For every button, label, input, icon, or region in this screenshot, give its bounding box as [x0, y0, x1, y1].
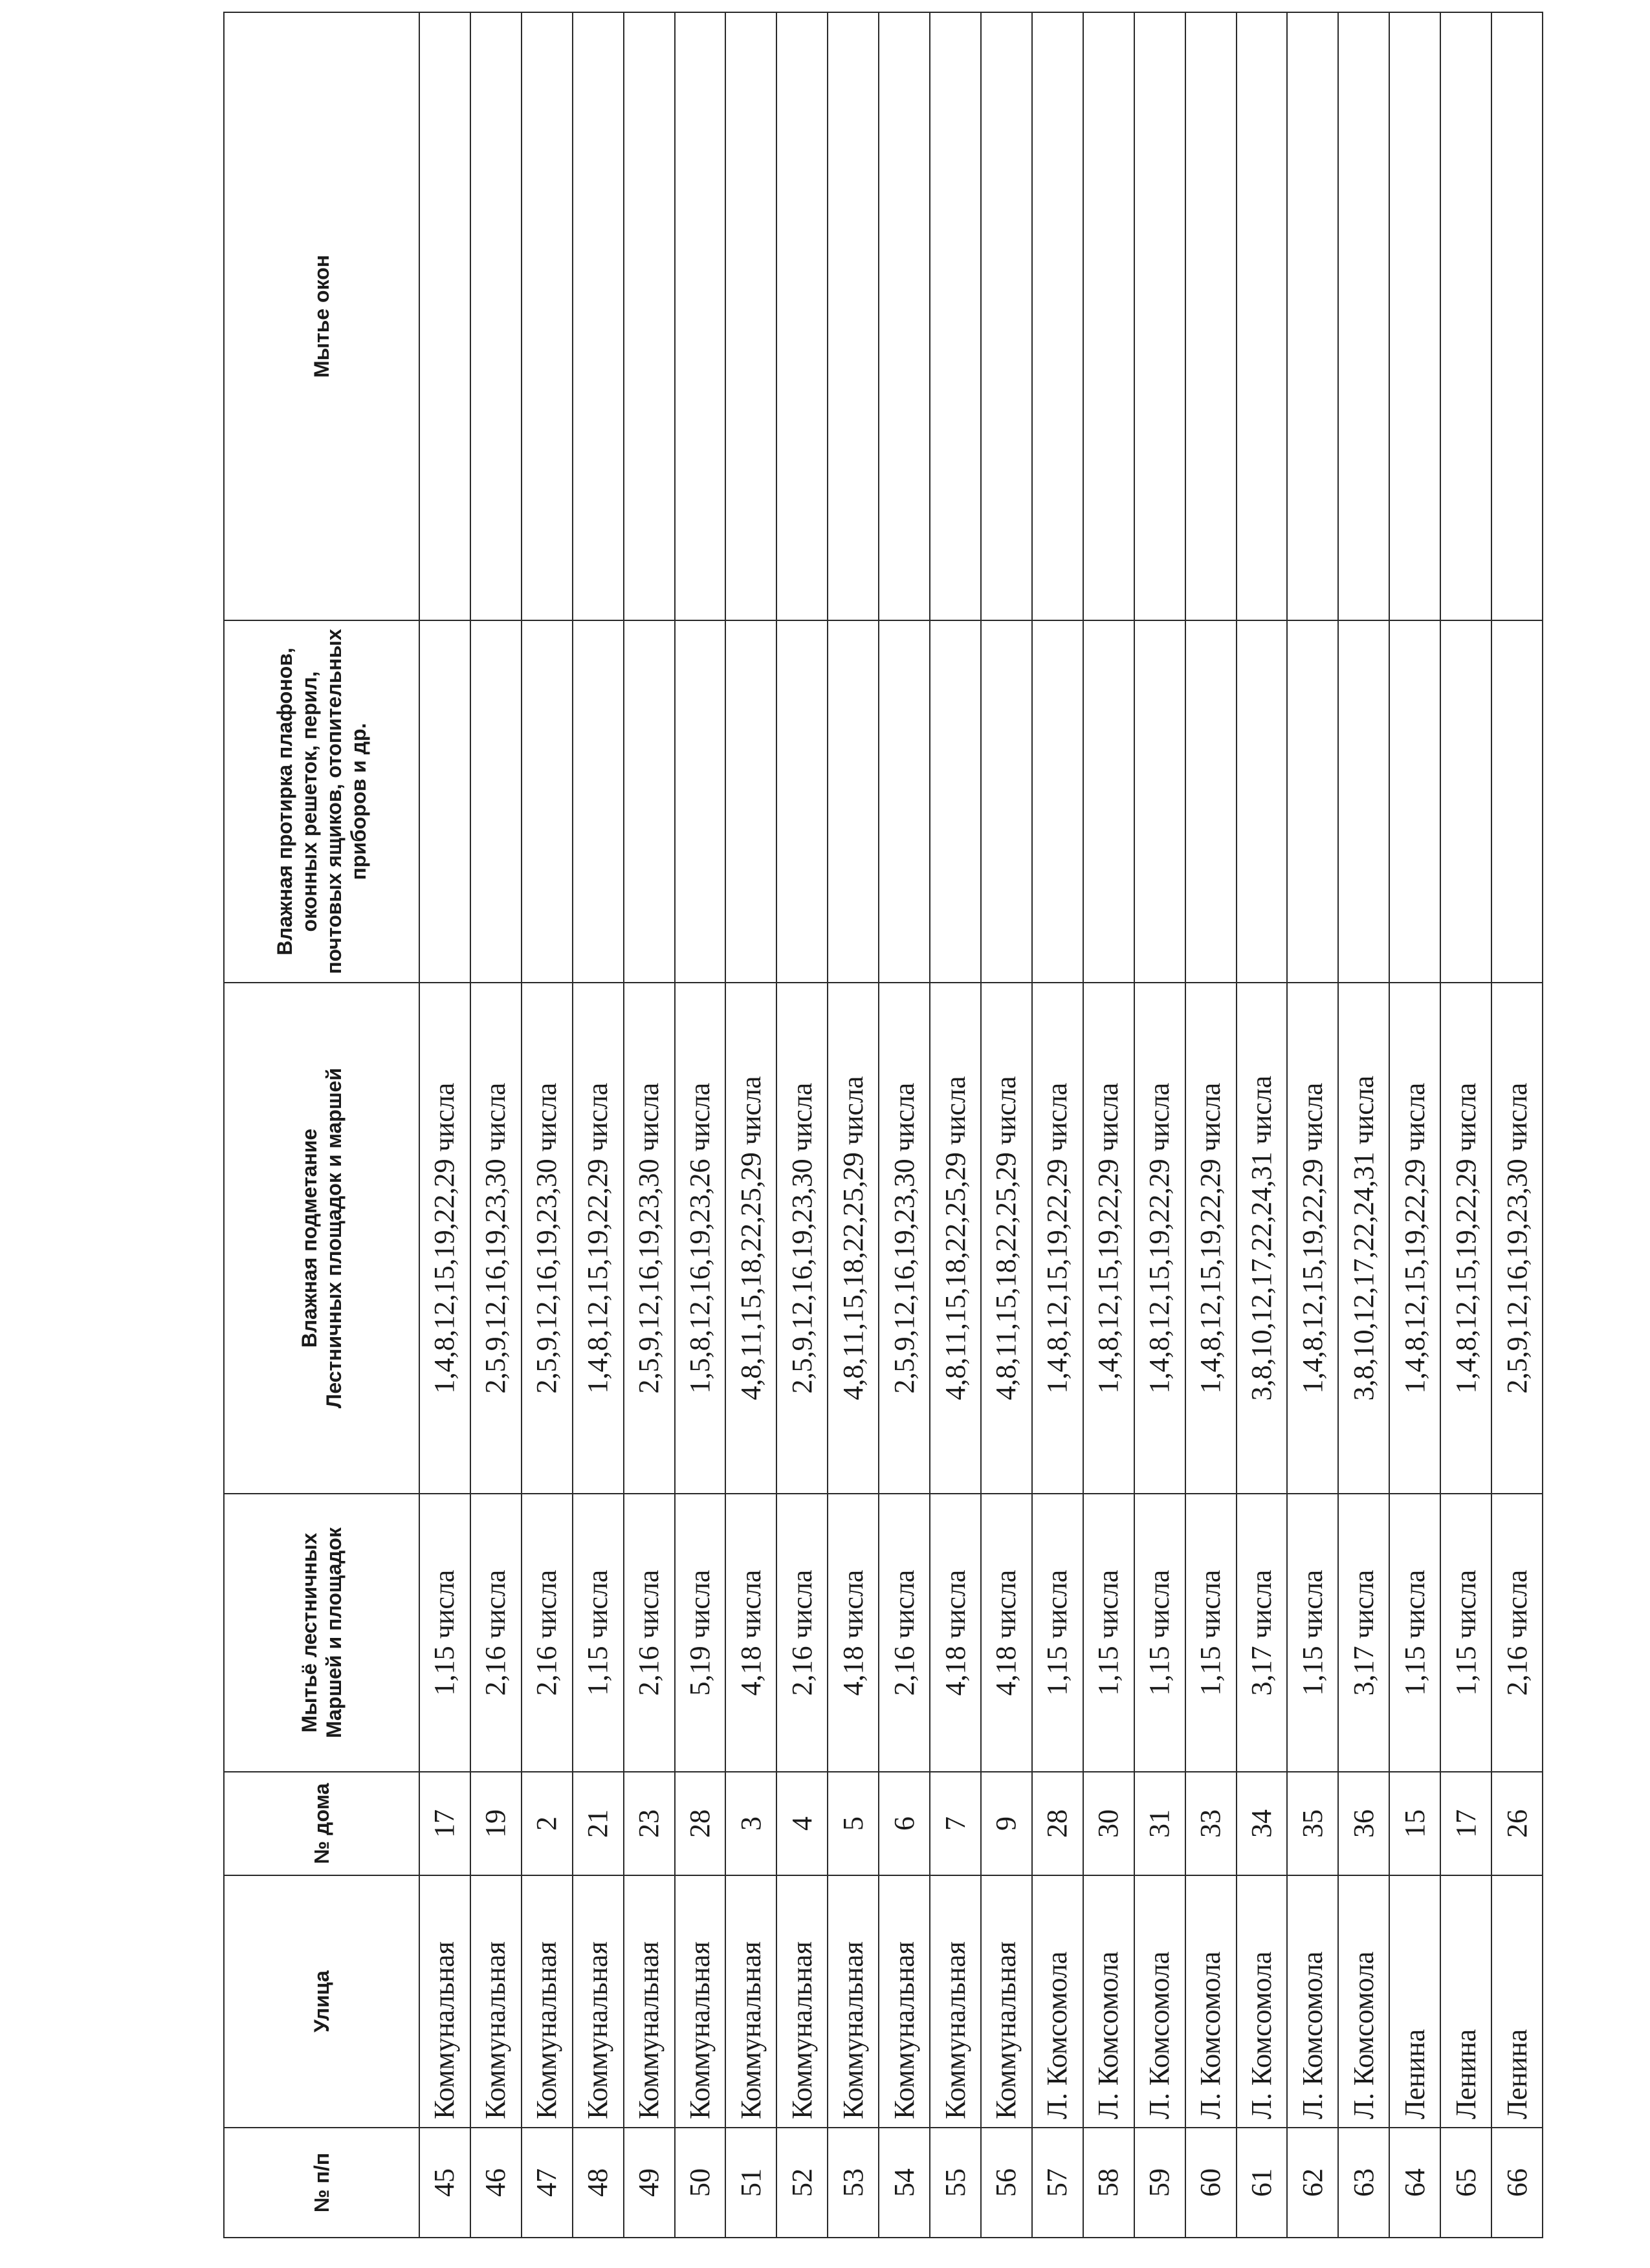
wipe-cell	[419, 620, 470, 983]
windows-cell	[828, 12, 879, 620]
wipe-cell	[1134, 620, 1185, 983]
row-number: 66	[1491, 2128, 1543, 2238]
sweep-schedule: 1,4,8,12,15,19,22,29 числа	[419, 983, 470, 1494]
table-row	[522, 12, 573, 2238]
sweep-schedule: 1,4,8,12,15,19,22,29 числа	[1083, 983, 1134, 1494]
table-row	[1338, 12, 1389, 2238]
house-number: 17	[419, 1772, 470, 1875]
sweep-schedule: 2,5,9,12,16,19,23,30 числа	[624, 983, 675, 1494]
header-sweep	[224, 983, 419, 1494]
street-name: Л. Комсомола	[1185, 1875, 1237, 2128]
table-row	[879, 12, 930, 2238]
sweep-schedule: 1,4,8,12,15,19,22,29 числа	[1440, 983, 1491, 1494]
wash-schedule: 1,15 числа	[1083, 1494, 1134, 1772]
street-name: Коммунальная	[522, 1875, 573, 2128]
table-row	[1237, 12, 1288, 2238]
street-name: Коммунальная	[828, 1875, 879, 2128]
house-number: 35	[1287, 1772, 1338, 1875]
wash-schedule: 2,16 числа	[470, 1494, 522, 1772]
street-name: Л. Комсомола	[1032, 1875, 1083, 2128]
windows-cell	[725, 12, 776, 620]
rotated-page	[223, 13, 1543, 2238]
header-sweep-line1: Влажная подметание	[298, 1128, 321, 1348]
house-number: 28	[675, 1772, 726, 1875]
row-number: 59	[1134, 2128, 1185, 2238]
table-row	[828, 12, 879, 2238]
row-number: 65	[1440, 2128, 1491, 2238]
house-number: 36	[1338, 1772, 1389, 1875]
house-number: 31	[1134, 1772, 1185, 1875]
wash-schedule: 1,15 числа	[1389, 1494, 1440, 1772]
sweep-schedule: 3,8,10,12,17,22,24,31 числа	[1338, 983, 1389, 1494]
sweep-schedule: 1,4,8,12,15,19,22,29 числа	[1287, 983, 1338, 1494]
street-name: Л. Комсомола	[1237, 1875, 1288, 2128]
windows-cell	[419, 12, 470, 620]
sweep-schedule: 1,4,8,12,15,19,22,29 числа	[1032, 983, 1083, 1494]
wash-schedule: 4,18 числа	[828, 1494, 879, 1772]
street-name: Коммунальная	[879, 1875, 930, 2128]
sweep-schedule: 4,8,11,15,18,22,25,29 числа	[725, 983, 776, 1494]
wipe-cell	[1491, 620, 1543, 983]
windows-cell	[1389, 12, 1440, 620]
row-number: 45	[419, 2128, 470, 2238]
wipe-cell	[1287, 620, 1338, 983]
table-row	[573, 12, 624, 2238]
wipe-cell	[1237, 620, 1288, 983]
street-name: Коммунальная	[624, 1875, 675, 2128]
wipe-cell	[1032, 620, 1083, 983]
wash-schedule: 4,18 числа	[981, 1494, 1032, 1772]
house-number: 30	[1083, 1772, 1134, 1875]
windows-cell	[1287, 12, 1338, 620]
windows-cell	[675, 12, 726, 620]
row-number: 53	[828, 2128, 879, 2238]
house-number: 28	[1032, 1772, 1083, 1875]
table-row	[776, 12, 828, 2238]
row-number: 58	[1083, 2128, 1134, 2238]
header-row	[224, 12, 419, 2238]
table-row	[1032, 12, 1083, 2238]
windows-cell	[879, 12, 930, 620]
wipe-cell	[1389, 620, 1440, 983]
wash-schedule: 1,15 числа	[1134, 1494, 1185, 1772]
sweep-schedule: 1,4,8,12,15,19,22,29 числа	[1134, 983, 1185, 1494]
table-body	[419, 12, 1543, 2238]
row-number: 50	[675, 2128, 726, 2238]
windows-cell	[776, 12, 828, 620]
sweep-schedule: 2,5,9,12,16,19,23,30 числа	[1491, 983, 1543, 1494]
windows-cell	[1237, 12, 1288, 620]
street-name: Коммунальная	[675, 1875, 726, 2128]
wash-schedule: 4,18 числа	[725, 1494, 776, 1772]
house-number: 21	[573, 1772, 624, 1875]
street-name: Коммунальная	[470, 1875, 522, 2128]
wash-schedule: 1,15 числа	[1032, 1494, 1083, 1772]
windows-cell	[1440, 12, 1491, 620]
table-row	[1083, 12, 1134, 2238]
row-number: 57	[1032, 2128, 1083, 2238]
wipe-cell	[930, 620, 981, 983]
house-number: 15	[1389, 1772, 1440, 1875]
sweep-schedule: 2,5,9,12,16,19,23,30 числа	[776, 983, 828, 1494]
wipe-cell	[725, 620, 776, 983]
street-name: Коммунальная	[725, 1875, 776, 2128]
wash-schedule: 2,16 числа	[624, 1494, 675, 1772]
wipe-cell	[1185, 620, 1237, 983]
street-name: Л. Комсомола	[1083, 1875, 1134, 2128]
street-name: Коммунальная	[573, 1875, 624, 2128]
wipe-cell	[470, 620, 522, 983]
table-row	[930, 12, 981, 2238]
table-row	[1389, 12, 1440, 2238]
sweep-schedule: 1,5,8,12,16,19,23,26 числа	[675, 983, 726, 1494]
row-number: 55	[930, 2128, 981, 2238]
house-number: 26	[1491, 1772, 1543, 1875]
sweep-schedule: 4,8,11,15,18,22,25,29 числа	[828, 983, 879, 1494]
street-name: Ленина	[1440, 1875, 1491, 2128]
wash-schedule: 1,15 числа	[1185, 1494, 1237, 1772]
house-number: 6	[879, 1772, 930, 1875]
row-number: 64	[1389, 2128, 1440, 2238]
header-house: № дома	[224, 1772, 419, 1875]
wipe-cell	[1440, 620, 1491, 983]
windows-cell	[573, 12, 624, 620]
windows-cell	[1134, 12, 1185, 620]
table-row	[1287, 12, 1338, 2238]
header-wash: Мытьё лестничных Маршей и площадок	[224, 1494, 419, 1772]
windows-cell	[1032, 12, 1083, 620]
house-number: 23	[624, 1772, 675, 1875]
row-number: 49	[624, 2128, 675, 2238]
windows-cell	[1083, 12, 1134, 620]
wipe-cell	[573, 620, 624, 983]
house-number: 7	[930, 1772, 981, 1875]
wipe-cell	[879, 620, 930, 983]
wash-schedule: 2,16 числа	[879, 1494, 930, 1772]
row-number: 52	[776, 2128, 828, 2238]
row-number: 48	[573, 2128, 624, 2238]
row-number: 54	[879, 2128, 930, 2238]
table-row	[1491, 12, 1543, 2238]
house-number: 2	[522, 1772, 573, 1875]
house-number: 34	[1237, 1772, 1288, 1875]
row-number: 47	[522, 2128, 573, 2238]
house-number: 4	[776, 1772, 828, 1875]
sweep-schedule: 3,8,10,12,17,22,24,31 числа	[1237, 983, 1288, 1494]
sweep-schedule: 1,4,8,12,15,19,22,29 числа	[1185, 983, 1237, 1494]
windows-cell	[981, 12, 1032, 620]
wash-schedule: 2,16 числа	[776, 1494, 828, 1772]
row-number: 61	[1237, 2128, 1288, 2238]
cleaning-schedule-table	[223, 12, 1543, 2238]
street-name: Л. Комсомола	[1134, 1875, 1185, 2128]
house-number: 19	[470, 1772, 522, 1875]
sweep-schedule: 1,4,8,12,15,19,22,29 числа	[573, 983, 624, 1494]
wash-schedule: 2,16 числа	[1491, 1494, 1543, 1772]
street-name: Ленина	[1389, 1875, 1440, 2128]
table-row	[419, 12, 470, 2238]
sweep-schedule: 4,8,11,15,18,22,25,29 числа	[981, 983, 1032, 1494]
windows-cell	[624, 12, 675, 620]
windows-cell	[522, 12, 573, 620]
header-sweep-line2: Лестничных площадок и маршей	[322, 1067, 346, 1409]
table-row	[981, 12, 1032, 2238]
sweep-schedule: 2,5,9,12,16,19,23,30 числа	[470, 983, 522, 1494]
wash-schedule: 1,15 числа	[1440, 1494, 1491, 1772]
windows-cell	[470, 12, 522, 620]
sweep-schedule: 4,8,11,15,18,22,25,29 числа	[930, 983, 981, 1494]
wash-schedule: 1,15 числа	[573, 1494, 624, 1772]
wash-schedule: 3,17 числа	[1338, 1494, 1389, 1772]
house-number: 17	[1440, 1772, 1491, 1875]
house-number: 9	[981, 1772, 1032, 1875]
house-number: 5	[828, 1772, 879, 1875]
windows-cell	[1185, 12, 1237, 620]
wash-schedule: 5,19 числа	[675, 1494, 726, 1772]
table-row	[1440, 12, 1491, 2238]
wash-schedule: 3,17 числа	[1237, 1494, 1288, 1772]
sweep-schedule: 2,5,9,12,16,19,23,30 числа	[879, 983, 930, 1494]
windows-cell	[930, 12, 981, 620]
street-name: Коммунальная	[776, 1875, 828, 2128]
wipe-cell	[522, 620, 573, 983]
table-row	[675, 12, 726, 2238]
table-row	[470, 12, 522, 2238]
row-number: 56	[981, 2128, 1032, 2238]
wash-schedule: 1,15 числа	[1287, 1494, 1338, 1772]
wipe-cell	[981, 620, 1032, 983]
header-wipe: Влажная протирка плафонов, оконных решеток, перил, почтовых ящиков, отопительных приборов и др.	[224, 620, 419, 983]
wash-schedule: 1,15 числа	[419, 1494, 470, 1772]
street-name: Ленина	[1491, 1875, 1543, 2128]
street-name: Л. Комсомола	[1287, 1875, 1338, 2128]
wash-schedule: 2,16 числа	[522, 1494, 573, 1772]
header-street: Улица	[224, 1875, 419, 2128]
wipe-cell	[776, 620, 828, 983]
header-windows: Мытье окон	[224, 12, 419, 620]
street-name: Коммунальная	[981, 1875, 1032, 2128]
header-num: № п/п	[224, 2128, 419, 2238]
wipe-cell	[828, 620, 879, 983]
street-name: Коммунальная	[930, 1875, 981, 2128]
street-name: Коммунальная	[419, 1875, 470, 2128]
sweep-schedule: 2,5,9,12,16,19,23,30 числа	[522, 983, 573, 1494]
house-number: 3	[725, 1772, 776, 1875]
table-row	[1134, 12, 1185, 2238]
row-number: 60	[1185, 2128, 1237, 2238]
wipe-cell	[675, 620, 726, 983]
windows-cell	[1338, 12, 1389, 620]
wash-schedule: 4,18 числа	[930, 1494, 981, 1772]
wipe-cell	[1083, 620, 1134, 983]
row-number: 51	[725, 2128, 776, 2238]
wipe-cell	[1338, 620, 1389, 983]
windows-cell	[1491, 12, 1543, 620]
row-number: 46	[470, 2128, 522, 2238]
sweep-schedule: 1,4,8,12,15,19,22,29 числа	[1389, 983, 1440, 1494]
table-row	[1185, 12, 1237, 2238]
row-number: 62	[1287, 2128, 1338, 2238]
wipe-cell	[624, 620, 675, 983]
row-number: 63	[1338, 2128, 1389, 2238]
house-number: 33	[1185, 1772, 1237, 1875]
street-name: Л. Комсомола	[1338, 1875, 1389, 2128]
table-row	[624, 12, 675, 2238]
table-row	[725, 12, 776, 2238]
